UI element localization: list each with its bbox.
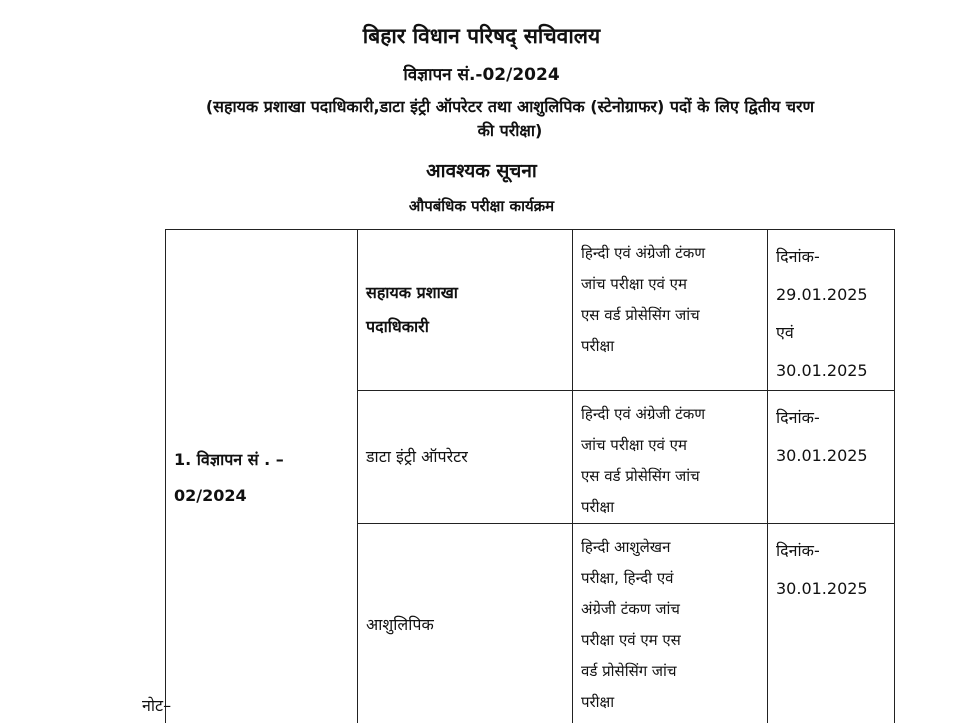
exam-type-line: जांच परीक्षा एवं एम: [581, 275, 687, 293]
post-name-line: पदाधिकारी: [366, 317, 429, 336]
advertisement-number: विज्ञापन सं.-02/2024: [403, 65, 560, 85]
exam-type-line: एस वर्ड प्रोसेसिंग जांच: [581, 467, 700, 485]
exam-type-line: हिन्दी एवं अंग्रेजी टंकण: [581, 244, 706, 262]
post-name-line: आशुलिपिक: [366, 614, 434, 634]
exam-date-cell: [768, 391, 895, 524]
exam-type-line: जांच परीक्षा एवं एम: [581, 436, 687, 454]
exam-type-line: हिन्दी आशुलेखन: [581, 538, 671, 556]
exam-type-line: परीक्षा, हिन्दी एवं: [581, 569, 674, 587]
exam-type-line: परीक्षा एवं एम एस: [581, 631, 681, 649]
notice-heading: आवश्यक सूचना: [426, 160, 537, 182]
exam-date-line: दिनांक-: [776, 408, 820, 427]
exam-date-line: 30.01.2025: [776, 361, 868, 380]
post-name-line: सहायक प्रशाखा: [366, 283, 458, 302]
post-cell: [358, 230, 573, 391]
exam-date-cell: [768, 230, 895, 391]
exam-type-line: परीक्षा: [581, 498, 615, 516]
post-cell: [358, 391, 573, 524]
advertisement-cell-line-1: 1. विज्ञापन सं . –: [174, 449, 284, 469]
note-label: नोट–: [142, 696, 172, 715]
exam-type-line: वर्ड प्रोसेसिंग जांच: [581, 662, 677, 680]
exam-type-line: परीक्षा: [581, 337, 615, 355]
post-name-line: डाटा इंट्री ऑपरेटर: [366, 447, 468, 466]
table-row: [166, 230, 895, 391]
exam-schedule-table: [165, 229, 895, 723]
exam-date-line: 30.01.2025: [776, 579, 868, 598]
exam-type-cell: [573, 230, 768, 391]
exam-type-line: परीक्षा: [581, 693, 615, 711]
exam-type-cell: [573, 524, 768, 723]
post-cell: [358, 524, 573, 723]
exam-type-line: एस वर्ड प्रोसेसिंग जांच: [581, 306, 700, 324]
exam-date-line: 29.01.2025 एवं: [776, 285, 868, 342]
document-title: बिहार विधान परिषद् सचिवालय: [362, 24, 601, 48]
subtitle-line-2: की परीक्षा): [477, 121, 543, 140]
exam-type-cell: [573, 391, 768, 524]
exam-type-line: हिन्दी एवं अंग्रेजी टंकण: [581, 405, 706, 423]
exam-type-line: अंग्रेजी टंकण जांच: [581, 600, 680, 618]
exam-date-line: 30.01.2025: [776, 446, 868, 465]
exam-date-line: दिनांक-: [776, 541, 820, 560]
advertisement-cell-line-2: 02/2024: [174, 485, 247, 505]
document-subtitle: [140, 95, 880, 143]
exam-date-cell: [768, 524, 895, 723]
exam-date-line: दिनांक-: [776, 247, 820, 266]
advertisement-cell: [166, 230, 358, 723]
subtitle-line-1: (सहायक प्रशाखा पदाधिकारी,डाटा इंट्री ऑपरेटर तथा आशुलिपिक (स्टेनोग्राफर) पदों के लिए द्वितीय चरण: [205, 97, 815, 116]
schedule-heading: औपबंधिक परीक्षा कार्यक्रम: [408, 197, 555, 215]
